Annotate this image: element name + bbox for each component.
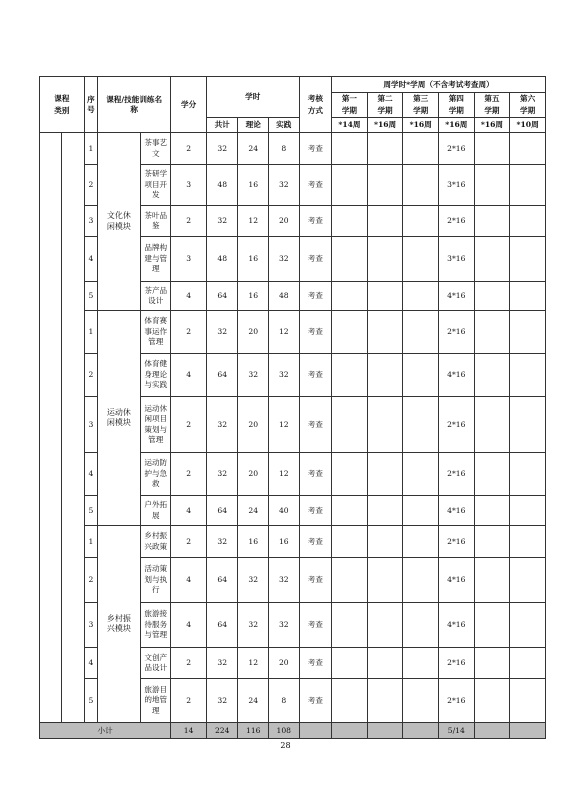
hours-theory-cell: 20 [238, 397, 269, 453]
exam-cell: 考查 [299, 453, 332, 496]
s6-cell [510, 237, 546, 282]
s3-cell [403, 282, 439, 311]
s1-cell [332, 648, 368, 679]
s3-cell [403, 237, 439, 282]
s1-cell [332, 165, 368, 206]
s2-cell [367, 603, 403, 648]
table-row [40, 526, 546, 558]
s5-cell [474, 679, 510, 723]
s2-cell [367, 496, 403, 526]
credit-cell: 2 [171, 679, 207, 723]
s5-cell [474, 282, 510, 311]
semester-weeks: *16周 [438, 118, 474, 133]
s6-cell [510, 496, 546, 526]
hours-practice-cell: 12 [269, 397, 300, 453]
s3-cell [403, 397, 439, 453]
hours-theory-cell: 20 [238, 311, 269, 354]
s5-cell [474, 496, 510, 526]
s2-cell [367, 397, 403, 453]
hours-practice-cell: 12 [269, 311, 300, 354]
s5-cell [474, 558, 510, 603]
semester-weeks: *10周 [510, 118, 546, 133]
course-name: 文创产品设计 [140, 648, 171, 679]
hours-total-cell: 32 [206, 133, 238, 165]
hours-practice-cell: 20 [269, 648, 300, 679]
s2-cell [367, 648, 403, 679]
seq-cell: 3 [84, 206, 97, 237]
curriculum-table [39, 76, 546, 739]
exam-cell: 考查 [299, 237, 332, 282]
s3-cell [403, 603, 439, 648]
hours-theory-cell: 32 [238, 558, 269, 603]
hours-total-cell: 32 [206, 311, 238, 354]
semester-weeks: *16周 [474, 118, 510, 133]
s4-cell: 2*16 [438, 679, 474, 723]
header-seq: 序号 [84, 77, 97, 133]
hours-total-cell: 32 [206, 206, 238, 237]
s4-cell: 4*16 [438, 354, 474, 397]
s5-cell [474, 237, 510, 282]
s2-cell [367, 453, 403, 496]
header-credit: 学分 [171, 77, 207, 133]
credit-cell: 4 [171, 354, 207, 397]
semester-weeks: *16周 [403, 118, 439, 133]
semester-name: 第二学期 [367, 93, 403, 118]
seq-cell: 2 [84, 165, 97, 206]
header-weekly-title: 周学时*学周（不含考试考查周） [332, 77, 546, 93]
s4-cell: 3*16 [438, 165, 474, 206]
seq-cell: 2 [84, 558, 97, 603]
s3-cell [403, 354, 439, 397]
s6-cell [510, 311, 546, 354]
subtotal-hours-practice: 108 [269, 723, 300, 739]
s5-cell [474, 311, 510, 354]
s6-cell [510, 354, 546, 397]
s1-cell [332, 397, 368, 453]
s5-cell [474, 397, 510, 453]
subtotal-credit: 14 [171, 723, 207, 739]
course-name: 茶叶品鉴 [140, 206, 171, 237]
seq-cell: 5 [84, 496, 97, 526]
header-hours: 学时 [206, 77, 299, 118]
category-subcell [62, 133, 84, 723]
s3-cell [403, 679, 439, 723]
hours-practice-cell: 32 [269, 165, 300, 206]
s2-cell [367, 237, 403, 282]
s3-cell [403, 648, 439, 679]
course-name: 运动防护与急救 [140, 453, 171, 496]
exam-cell: 考查 [299, 558, 332, 603]
s6-cell [510, 206, 546, 237]
credit-cell: 2 [171, 311, 207, 354]
s6-cell [510, 648, 546, 679]
header-course-name: 课程/技能训练名称 [98, 77, 171, 133]
credit-cell: 4 [171, 558, 207, 603]
s2-cell [367, 679, 403, 723]
hours-practice-cell: 48 [269, 282, 300, 311]
credit-cell: 2 [171, 206, 207, 237]
s6-cell [510, 526, 546, 558]
s3-cell [403, 206, 439, 237]
header-category: 课程类别 [40, 77, 85, 133]
s4-cell: 4*16 [438, 496, 474, 526]
s2-cell [367, 526, 403, 558]
seq-cell: 5 [84, 282, 97, 311]
hours-theory-cell: 24 [238, 679, 269, 723]
subtotal-hours-theory: 116 [238, 723, 269, 739]
hours-total-cell: 64 [206, 603, 238, 648]
hours-total-cell: 64 [206, 282, 238, 311]
s5-cell [474, 133, 510, 165]
hours-theory-cell: 16 [238, 237, 269, 282]
course-name: 旅游目的地管理 [140, 679, 171, 723]
hours-practice-cell: 40 [269, 496, 300, 526]
subtotal-hours-total: 224 [206, 723, 238, 739]
s1-cell [332, 237, 368, 282]
exam-cell: 考查 [299, 397, 332, 453]
header-hours-practice: 实践 [269, 118, 300, 133]
s6-cell [510, 397, 546, 453]
hours-practice-cell: 16 [269, 526, 300, 558]
hours-practice-cell: 32 [269, 558, 300, 603]
hours-theory-cell: 24 [238, 496, 269, 526]
header-hours-total: 共计 [206, 118, 238, 133]
s2-cell [367, 206, 403, 237]
s3-cell [403, 526, 439, 558]
s6-cell [510, 282, 546, 311]
s6-cell [510, 133, 546, 165]
s2-cell [367, 558, 403, 603]
hours-practice-cell: 8 [269, 133, 300, 165]
table-row [40, 133, 546, 165]
module-name: 乡村振兴模块 [98, 526, 141, 723]
s4-cell: 4*16 [438, 558, 474, 603]
seq-cell: 1 [84, 311, 97, 354]
s3-cell [403, 165, 439, 206]
s1-cell [332, 311, 368, 354]
s1-cell [332, 496, 368, 526]
subtotal-label: 小计 [40, 723, 171, 739]
course-name: 旅游接待服务与管理 [140, 603, 171, 648]
exam-cell: 考查 [299, 354, 332, 397]
credit-cell: 2 [171, 648, 207, 679]
s3-cell [403, 558, 439, 603]
seq-cell: 1 [84, 526, 97, 558]
subtotal-s5 [474, 723, 510, 739]
hours-practice-cell: 8 [269, 679, 300, 723]
s4-cell: 2*16 [438, 133, 474, 165]
exam-cell: 考查 [299, 648, 332, 679]
hours-theory-cell: 12 [238, 648, 269, 679]
page-number: 28 [280, 741, 291, 750]
s5-cell [474, 526, 510, 558]
course-name: 茶研学项目开发 [140, 165, 171, 206]
credit-cell: 2 [171, 133, 207, 165]
s4-cell: 2*16 [438, 397, 474, 453]
subtotal-s4: 5/14 [438, 723, 474, 739]
semester-name: 第三学期 [403, 93, 439, 118]
s4-cell: 3*16 [438, 237, 474, 282]
s4-cell: 4*16 [438, 282, 474, 311]
s6-cell [510, 558, 546, 603]
seq-cell: 4 [84, 237, 97, 282]
s1-cell [332, 558, 368, 603]
s1-cell [332, 133, 368, 165]
s3-cell [403, 133, 439, 165]
credit-cell: 2 [171, 526, 207, 558]
exam-cell: 考查 [299, 526, 332, 558]
s2-cell [367, 354, 403, 397]
s6-cell [510, 679, 546, 723]
header-hours-theory: 理论 [238, 118, 269, 133]
subtotal-exam [299, 723, 332, 739]
course-name: 体育健身理论与实践 [140, 354, 171, 397]
exam-cell: 考查 [299, 133, 332, 165]
semester-name: 第六学期 [510, 93, 546, 118]
course-name: 品牌构建与管理 [140, 237, 171, 282]
exam-cell: 考查 [299, 282, 332, 311]
exam-cell: 考查 [299, 311, 332, 354]
s1-cell [332, 603, 368, 648]
credit-cell: 4 [171, 496, 207, 526]
seq-cell: 5 [84, 679, 97, 723]
credit-cell: 3 [171, 165, 207, 206]
hours-total-cell: 48 [206, 165, 238, 206]
exam-cell: 考查 [299, 165, 332, 206]
course-name: 活动策划与执行 [140, 558, 171, 603]
s2-cell [367, 165, 403, 206]
category-cell [40, 133, 62, 723]
s6-cell [510, 603, 546, 648]
subtotal-row [40, 723, 546, 739]
s5-cell [474, 206, 510, 237]
semester-name: 第五学期 [474, 93, 510, 118]
hours-total-cell: 64 [206, 496, 238, 526]
hours-practice-cell: 32 [269, 237, 300, 282]
seq-cell: 4 [84, 648, 97, 679]
s1-cell [332, 282, 368, 311]
s1-cell [332, 354, 368, 397]
s4-cell: 2*16 [438, 206, 474, 237]
exam-cell: 考查 [299, 206, 332, 237]
s5-cell [474, 453, 510, 496]
s3-cell [403, 311, 439, 354]
hours-theory-cell: 24 [238, 133, 269, 165]
s3-cell [403, 453, 439, 496]
header-exam: 考核方式 [299, 77, 332, 133]
s5-cell [474, 648, 510, 679]
hours-total-cell: 48 [206, 237, 238, 282]
hours-theory-cell: 12 [238, 206, 269, 237]
semester-weeks: *14周 [332, 118, 368, 133]
course-name: 乡村振兴政策 [140, 526, 171, 558]
exam-cell: 考查 [299, 496, 332, 526]
subtotal-s6 [510, 723, 546, 739]
credit-cell: 2 [171, 453, 207, 496]
hours-theory-cell: 32 [238, 354, 269, 397]
seq-cell: 3 [84, 603, 97, 648]
seq-cell: 1 [84, 133, 97, 165]
hours-total-cell: 32 [206, 453, 238, 496]
hours-total-cell: 64 [206, 354, 238, 397]
subtotal-s3 [403, 723, 439, 739]
course-name: 运动休闲项目策划与管理 [140, 397, 171, 453]
subtotal-s2 [367, 723, 403, 739]
s6-cell [510, 165, 546, 206]
course-name: 体育赛事运作管理 [140, 311, 171, 354]
semester-name: 第一学期 [332, 93, 368, 118]
s5-cell [474, 165, 510, 206]
hours-theory-cell: 16 [238, 526, 269, 558]
credit-cell: 4 [171, 282, 207, 311]
course-name: 茶产品设计 [140, 282, 171, 311]
hours-total-cell: 32 [206, 526, 238, 558]
s1-cell [332, 679, 368, 723]
module-name: 文化休闲模块 [98, 133, 141, 311]
s3-cell [403, 496, 439, 526]
s6-cell [510, 453, 546, 496]
exam-cell: 考查 [299, 603, 332, 648]
s1-cell [332, 453, 368, 496]
hours-practice-cell: 32 [269, 603, 300, 648]
hours-total-cell: 32 [206, 397, 238, 453]
seq-cell: 4 [84, 453, 97, 496]
hours-practice-cell: 20 [269, 206, 300, 237]
exam-cell: 考查 [299, 679, 332, 723]
semester-name: 第四学期 [438, 93, 474, 118]
semester-weeks: *16周 [367, 118, 403, 133]
seq-cell: 2 [84, 354, 97, 397]
hours-theory-cell: 32 [238, 603, 269, 648]
credit-cell: 2 [171, 397, 207, 453]
subtotal-s1 [332, 723, 368, 739]
course-name: 茶事艺文 [140, 133, 171, 165]
s5-cell [474, 603, 510, 648]
hours-total-cell: 32 [206, 679, 238, 723]
credit-cell: 4 [171, 603, 207, 648]
hours-theory-cell: 20 [238, 453, 269, 496]
hours-total-cell: 64 [206, 558, 238, 603]
hours-theory-cell: 16 [238, 282, 269, 311]
hours-practice-cell: 32 [269, 354, 300, 397]
hours-practice-cell: 12 [269, 453, 300, 496]
seq-cell: 3 [84, 397, 97, 453]
s4-cell: 2*16 [438, 526, 474, 558]
s2-cell [367, 311, 403, 354]
s4-cell: 2*16 [438, 648, 474, 679]
s5-cell [474, 354, 510, 397]
s4-cell: 2*16 [438, 453, 474, 496]
course-name: 户外拓展 [140, 496, 171, 526]
s4-cell: 2*16 [438, 311, 474, 354]
s4-cell: 4*16 [438, 603, 474, 648]
s1-cell [332, 526, 368, 558]
s2-cell [367, 133, 403, 165]
module-name: 运动休闲模块 [98, 311, 141, 526]
hours-theory-cell: 16 [238, 165, 269, 206]
s1-cell [332, 206, 368, 237]
hours-total-cell: 32 [206, 648, 238, 679]
table-row [40, 311, 546, 354]
credit-cell: 3 [171, 237, 207, 282]
s2-cell [367, 282, 403, 311]
